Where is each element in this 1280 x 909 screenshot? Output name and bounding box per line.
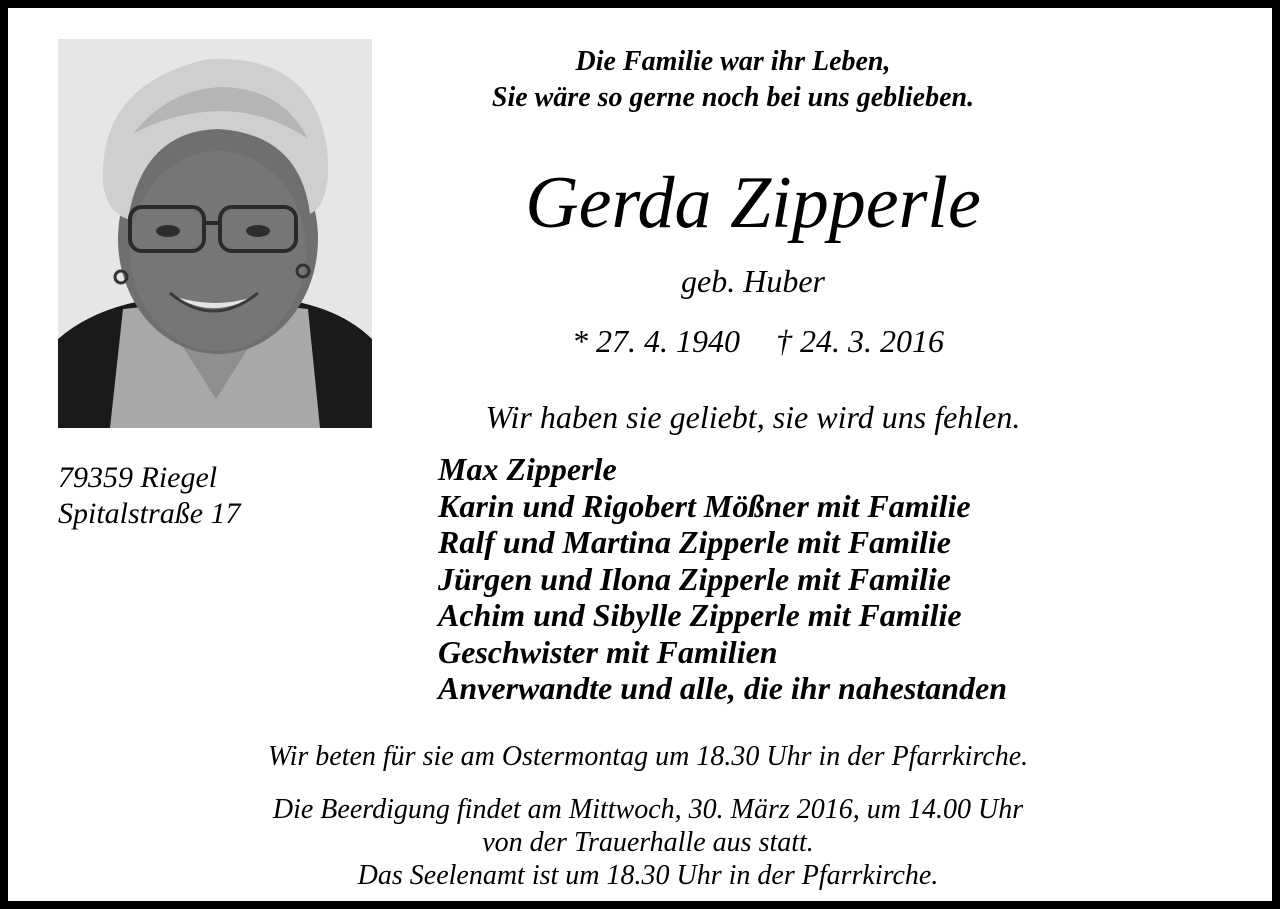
death-date: † 24. 3. 2016 xyxy=(776,323,944,359)
address xyxy=(58,460,241,532)
mourner-entry: Max Zipperle xyxy=(438,451,617,487)
address-street: Spitalstraße 17 xyxy=(58,497,241,530)
mourner-entry: Karin und Rigobert Mößner mit Familie xyxy=(438,487,971,524)
address-city: 79359 Riegel xyxy=(58,461,218,494)
mourner-entry: Anverwandte und alle, die ihr nahestanden xyxy=(438,670,1007,706)
tagline: Wir haben sie geliebt, sie wird uns fehlen. xyxy=(485,399,1021,435)
funeral-line: von der Trauerhalle aus statt. xyxy=(482,827,814,858)
funeral-details xyxy=(68,793,1228,892)
mourner-entry: Jürgen und Ilona Zipperle mit Familie xyxy=(438,560,951,597)
mourner-entry: Geschwister mit Familien xyxy=(438,633,778,670)
motto-line: Die Familie war ihr Leben, xyxy=(575,46,891,77)
maiden-name: geb. Huber xyxy=(681,263,825,299)
mourner-entry: Achim und Sibylle Zipperle mit Familie xyxy=(438,597,962,633)
motto xyxy=(388,44,1078,116)
mourner-entry: Ralf und Martina Zipperle mit Familie xyxy=(438,524,951,560)
deceased-name: Gerda Zipperle xyxy=(525,162,981,244)
motto-line: Sie wäre so gerne noch bei uns geblieben. xyxy=(491,82,975,113)
prayer-notice: Wir beten für sie am Ostermontag um 18.30 Uhr in der Pfarrkirche. xyxy=(267,741,1029,772)
funeral-line: Die Beerdigung findet am Mittwoch, 30. März 2016, um 14.00 Uhr xyxy=(272,794,1024,825)
mourners-list xyxy=(438,451,1007,707)
life-dates xyxy=(388,321,1128,361)
portrait-photo xyxy=(58,39,372,428)
birth-date: * 27. 4. 1940 xyxy=(572,323,740,359)
funeral-line: Das Seelenamt ist um 18.30 Uhr in der Pfarrkirche. xyxy=(357,860,939,891)
